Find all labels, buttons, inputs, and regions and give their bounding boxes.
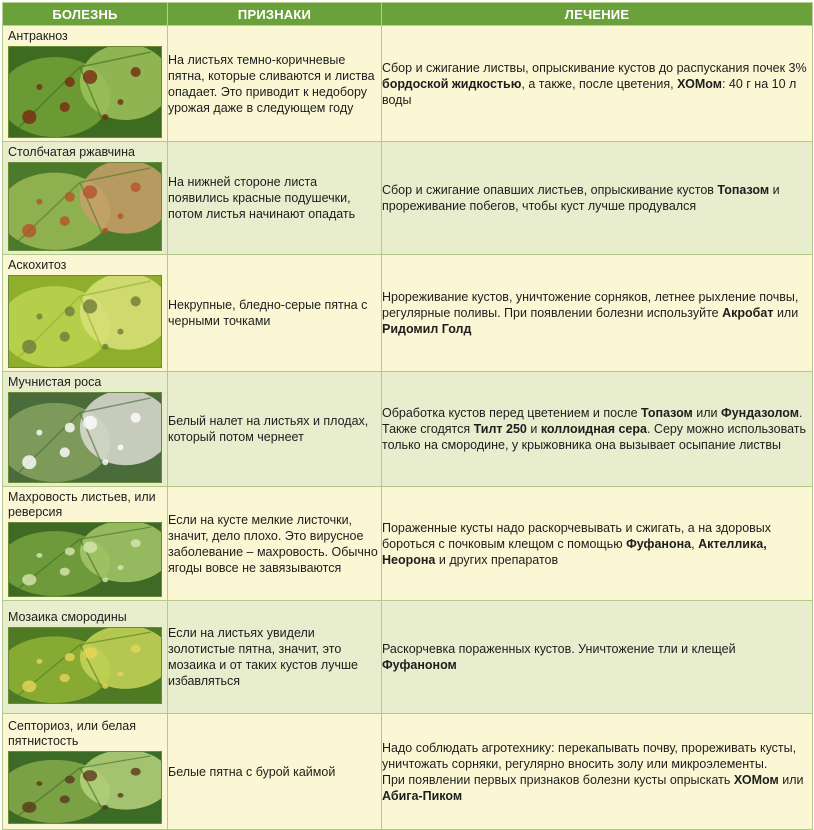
treatment-product: ХОМом <box>733 772 779 787</box>
table-header-row <box>3 3 813 26</box>
treatment-product: Фуфаноном <box>382 658 457 672</box>
treatment-product: Топазом <box>641 406 693 420</box>
treatment-text: Надо соблюдать агротехнику: перекапывать почву, прореживать кусты, уничтожать сорняки, регулярно вносить золу или микроэлементы. <box>382 740 797 771</box>
treatment-text: , <box>691 536 699 551</box>
treatment-cell <box>382 487 813 601</box>
treatment-product: коллоидная сера <box>540 422 647 436</box>
treatment-product: ХОМом <box>677 76 722 91</box>
treatment-cell <box>382 26 813 142</box>
reversion-leaves-photo <box>8 522 162 597</box>
treatment-product: Топазом <box>717 183 770 197</box>
table-row <box>3 601 813 714</box>
treatment-product: Актеллика, Неорона <box>382 536 767 567</box>
disease-cell <box>3 26 168 142</box>
signs-cell: Белый налет на листьях и плодах, который потом чернеет <box>168 372 382 487</box>
disease-name: Махровость листьев, или реверсия <box>8 490 156 519</box>
signs-cell: На нижней стороне листа появились красные подушечки, потом листья начинают опадать <box>168 142 382 255</box>
pale-spots-leaf-photo <box>8 275 162 368</box>
treatment-product: Фуфанона <box>626 536 692 551</box>
treatment-text: Пораженные кусты надо раскорчевывать и сжигать, а на здоровых бороться с почковым клещом с помощью <box>382 520 772 551</box>
signs-cell: Белые пятна с бурой каймой <box>168 714 382 830</box>
treatment-text: или <box>692 406 722 420</box>
treatment-text: Раскорчевка пораженных кустов. Уничтожение тли и клещей <box>382 642 736 656</box>
mosaic-leaf-photo <box>8 627 162 704</box>
treatment-cell <box>382 142 813 255</box>
disease-cell <box>3 142 168 255</box>
treatment-product: Тилт 250 <box>473 422 527 436</box>
treatment-product: Фундазолом <box>721 406 799 420</box>
treatment-product: Акробат <box>722 306 774 320</box>
disease-name: Антракноз <box>8 29 68 43</box>
table-row <box>3 714 813 830</box>
treatment-product: бордоской жидкостью <box>382 76 522 91</box>
signs-cell: На листьях темно-коричневые пятна, которые сливаются и листва опадает. Это приводит к недобору урожая даже в следующем году <box>168 26 382 142</box>
disease-name: Столбчатая ржавчина <box>8 145 135 159</box>
disease-table <box>2 2 813 830</box>
signs-cell: Если на листьях увидели золотистые пятна, значит, это мозаика и от таких кустов лучше избавляться <box>168 601 382 714</box>
treatment-cell <box>382 372 813 487</box>
powdery-mildew-photo <box>8 392 162 483</box>
treatment-cell <box>382 714 813 830</box>
disease-cell <box>3 714 168 830</box>
signs-cell: Если на кусте мелкие листочки, значит, дело плохо. Это вирусное заболевание – махровость. Обычно ягоды вовсе не завязываются <box>168 487 382 601</box>
treatment-text: . Также сгодятся <box>382 406 803 436</box>
disease-cell <box>3 255 168 372</box>
signs-cell: Некрупные, бледно-серые пятна с черными точками <box>168 255 382 372</box>
septoria-leaf-photo <box>8 751 162 824</box>
treatment-text: и других препаратов <box>435 552 559 567</box>
header-signs: ПРИЗНАКИ <box>168 3 382 26</box>
treatment-text: и прореживание побегов, чтобы куст лучше продувался <box>382 183 780 213</box>
header-treatment: ЛЕЧЕНИЕ <box>382 3 813 26</box>
disease-cell <box>3 372 168 487</box>
treatment-text: При появлении первых признаков болезни кусты опрыскать <box>382 772 734 787</box>
treatment-text: Сбор и сжигание опавших листьев, опрыскивание кустов <box>382 183 718 197</box>
header-disease: БОЛЕЗНЬ <box>3 3 168 26</box>
treatment-text: и <box>526 422 541 436</box>
treatment-product: Ридомил Голд <box>382 322 472 336</box>
treatment-cell <box>382 255 813 372</box>
treatment-text: или <box>778 772 804 787</box>
treatment-text: Сбор и сжигание листвы, опрыскивание кустов до распускания почек 3% <box>382 60 807 75</box>
disease-name: Септориоз, или белая пятнистость <box>8 719 137 748</box>
table-row <box>3 372 813 487</box>
disease-cell <box>3 487 168 601</box>
table-row <box>3 142 813 255</box>
table-row <box>3 487 813 601</box>
treatment-text: , а также, после цветения, <box>521 76 678 91</box>
treatment-text: Обработка кустов перед цветением и после <box>382 406 642 420</box>
treatment-cell <box>382 601 813 714</box>
treatment-text: Нрореживание кустов, уничтожение сорняков, летнее рыхление почвы, регулярные поливы. При появлении болезни используйте <box>382 290 799 320</box>
treatment-text: или <box>773 306 799 320</box>
disease-name: Аскохитоз <box>8 258 67 272</box>
disease-name: Мозаика смородины <box>8 610 127 624</box>
rust-leaf-photo <box>8 162 162 251</box>
treatment-text: : 40 г на 10 л воды <box>382 76 797 107</box>
table-row <box>3 26 813 142</box>
disease-name: Мучнистая роса <box>8 375 102 389</box>
table-row <box>3 255 813 372</box>
table-body <box>3 26 813 830</box>
leaf-dark-spots-photo <box>8 46 162 138</box>
treatment-product: Абига-Пиком <box>382 788 463 803</box>
treatment-text: . Серу можно использовать только на смородине, у крыжовника она вызывает осыпание листвы <box>382 422 806 452</box>
disease-cell <box>3 601 168 714</box>
